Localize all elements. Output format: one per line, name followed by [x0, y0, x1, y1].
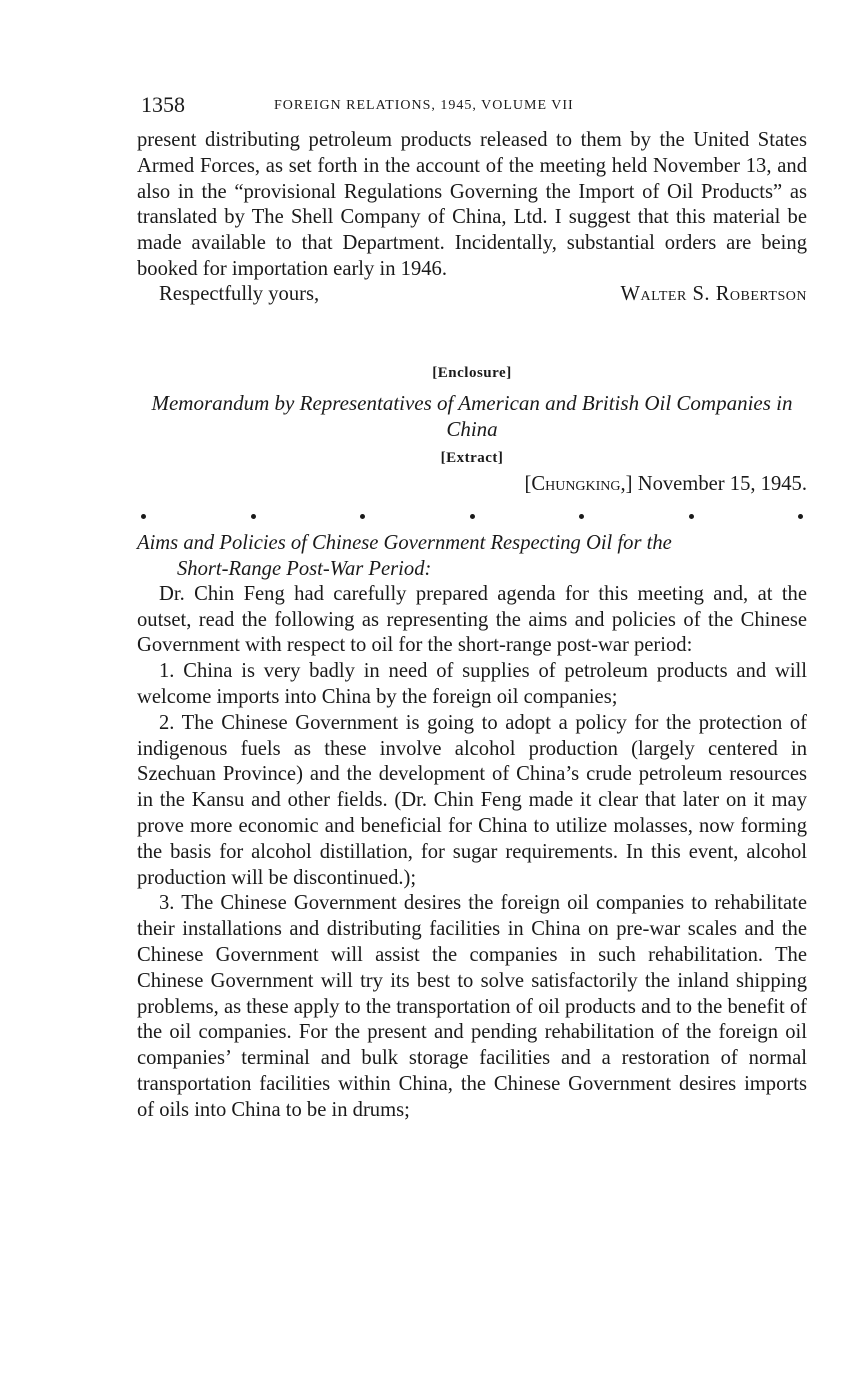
- section-heading: [137, 530, 807, 582]
- ellipsis-dot: [360, 514, 365, 519]
- enclosure-label: [Enclosure]: [432, 364, 512, 381]
- ellipsis-dot: [141, 514, 146, 519]
- page-number: 1358: [141, 92, 185, 117]
- ellipsis-dot: [798, 514, 803, 519]
- dateline: [137, 473, 807, 496]
- section-heading-line1: Aims and Policies of Chinese Government Respecting Oil for the: [137, 531, 672, 554]
- letter-signoff: [137, 283, 807, 313]
- body-paragraph: 3. The Chinese Government desires the foreign oil companies to rehabilitate their installations and distributing facilities in China on pre-war scales and the Chinese Government will assist the companies in such rehabilitation. The Chinese Government will try its best to solve satisfactorily the inland shipping problems, as these apply to the transportation of oil products and to the benefit of the oil companies. For the present and pending rehabilitation of the foreign oil companies’ terminal and bulk storage facilities and a restoration of normal transportation facilities within China, the Chinese Government desires imports of oils into China to be in drums;: [137, 892, 807, 1121]
- letter-signature: Walter S. Robertson: [620, 282, 807, 305]
- section-heading-line2: Short-Range Post-War Period:: [177, 557, 432, 580]
- extract-label: [Extract]: [440, 449, 504, 466]
- ellipsis-dot: [251, 514, 256, 519]
- ellipsis-dot: [579, 514, 584, 519]
- letter-closing: Respectfully yours,: [159, 282, 320, 305]
- page-header: [137, 88, 807, 128]
- ellipsis-dot: [689, 514, 694, 519]
- omission-dots: [137, 502, 807, 526]
- memo-title: Memorandum by Representatives of American and British Oil Companies in China: [151, 390, 793, 441]
- body-paragraph: 1. China is very badly in need of supplies of petroleum products and will welcome imports into China by the foreign oil companies;: [137, 660, 807, 708]
- body-paragraph: 2. The Chinese Government is going to adopt a policy for the protection of indigenous fuels as these involve alcohol production (largely centered in Szechuan Province) and the development of China’s crude petroleum resources in the Kansu and other fields. (Dr. Chin Feng made it clear that later on it may prove more economic and beneficial for China to utilize molasses, now forming the basis for alcohol distillation, for sugar requirements. In this event, alcohol production will be discontinued.);: [137, 711, 807, 889]
- dateline-place: [Chungking,]: [524, 472, 633, 495]
- body-paragraph: Dr. Chin Feng had carefully prepared agenda for this meeting and, at the outset, read the following as representing the aims and policies of the Chinese Government with respect to oil for the short-range post-war period:: [137, 582, 807, 657]
- dateline-date: November 15, 1945.: [637, 472, 807, 495]
- ellipsis-dot: [470, 514, 475, 519]
- running-head: FOREIGN RELATIONS, 1945, VOLUME VII: [274, 98, 574, 113]
- letter-continuation: present distributing petroleum products released to them by the United States Armed Forces, as set forth in the account of the meeting held November 13, and also in the “provisional Regulations Governing the Import of Oil Products” as translated by The Shell Company of China, Ltd. I suggest that this material be made available to that Department. Incidentally, substantial orders are being booked for importation early in 1946.: [137, 129, 807, 280]
- document-page: [137, 88, 807, 1124]
